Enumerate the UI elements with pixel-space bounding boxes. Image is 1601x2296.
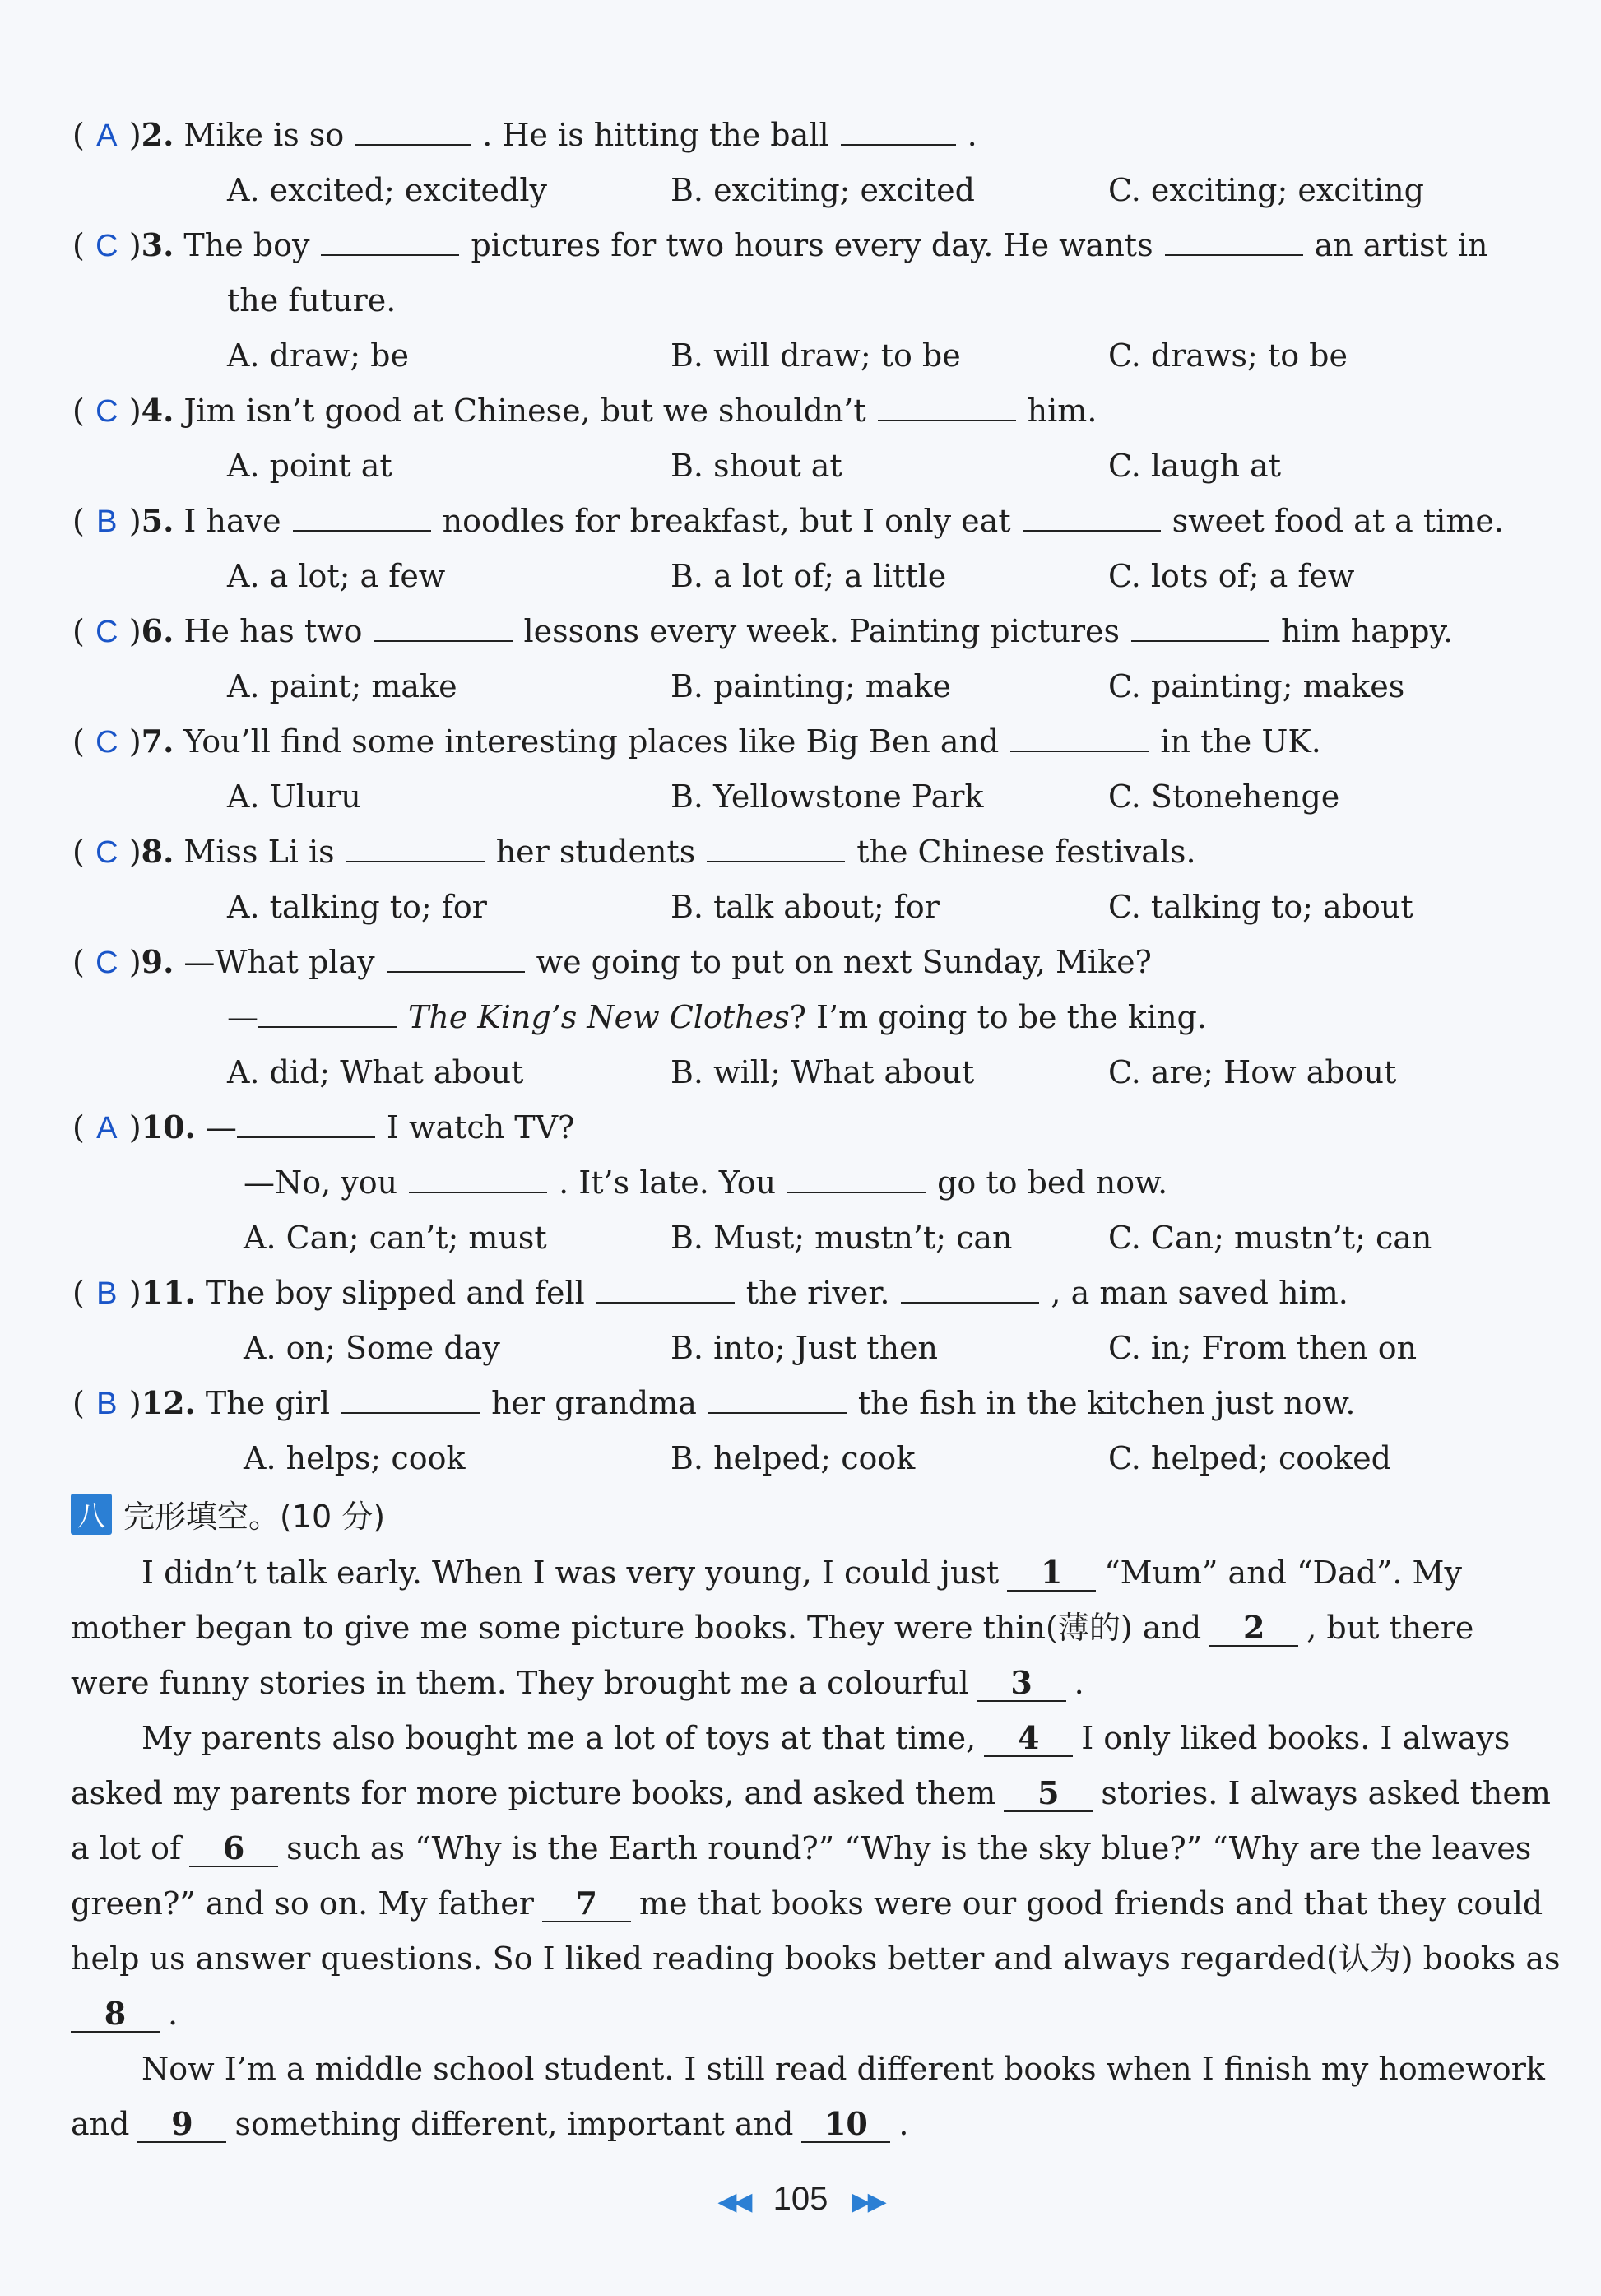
page-footer bbox=[0, 2181, 1601, 2218]
question-5: ( B )5. I have noodles for breakfast, but I only eat sweet food at a time. bbox=[72, 502, 1504, 539]
question-8: ( C )8. Miss Li is her students the Chinese festivals. bbox=[72, 833, 1196, 870]
cloze-line: I didn’t talk early. When I was very young, I could just 1 “Mum” and “Dad”. My bbox=[142, 1554, 1462, 1591]
option-c: C. exciting; exciting bbox=[1108, 172, 1424, 208]
cloze-gap: 9 bbox=[137, 2108, 226, 2143]
option-c: C. laugh at bbox=[1108, 448, 1281, 484]
cloze-line: help us answer questions. So I liked reading books better and always regarded(认为) books as bbox=[71, 1940, 1561, 1977]
answer-blank bbox=[787, 1167, 926, 1193]
option-a: A. a lot; a few bbox=[227, 558, 446, 594]
cloze-gap: 5 bbox=[1004, 1778, 1093, 1812]
cloze-line: green?” and so on. My father 7 me that books were our good friends and that they could bbox=[71, 1885, 1543, 1922]
option-a: A. paint; make bbox=[227, 668, 457, 704]
answer-blank bbox=[1023, 505, 1161, 532]
answer-blank bbox=[374, 616, 513, 642]
answer-mark: C bbox=[95, 725, 118, 760]
section-title: 完形填空。(10 分) bbox=[123, 1499, 386, 1535]
answer-blank bbox=[1131, 616, 1269, 642]
option-b: B. Must; mustn’t; can bbox=[671, 1220, 1013, 1256]
answer-blank bbox=[708, 1387, 847, 1414]
answer-blank bbox=[409, 1167, 547, 1193]
cloze-line: were funny stories in them. They brought me a colourful 3 . bbox=[71, 1664, 1084, 1701]
answer-mark: C bbox=[95, 394, 118, 429]
option-c: C. in; From then on bbox=[1108, 1330, 1418, 1366]
question-4: ( C )4. Jim isn’t good at Chinese, but we shouldn’t him. bbox=[72, 392, 1097, 429]
cloze-line: a lot of 6 such as “Why is the Earth round?” “Why is the sky blue?” “Why are the leaves bbox=[71, 1829, 1532, 1866]
question-10: ( A )10. — I watch TV? bbox=[72, 1108, 575, 1146]
answer-mark: C bbox=[95, 946, 118, 980]
page-number: 105 bbox=[773, 2181, 828, 2217]
answer-blank bbox=[293, 505, 431, 532]
option-a: A. Can; can’t; must bbox=[244, 1220, 547, 1256]
option-b: B. will; What about bbox=[671, 1054, 975, 1090]
cloze-line: Now I’m a middle school student. I still read different books when I finish my homework bbox=[142, 2051, 1545, 2087]
question-7: ( C )7. You’ll find some interesting places like Big Ben and in the UK. bbox=[72, 723, 1321, 760]
question-11: ( B )11. The boy slipped and fell the river. , a man saved him. bbox=[72, 1274, 1348, 1311]
option-c: C. are; How about bbox=[1108, 1054, 1397, 1090]
cloze-gap: 8 bbox=[71, 1998, 160, 2033]
answer-blank bbox=[707, 836, 845, 862]
answer-mark: C bbox=[95, 615, 118, 649]
option-a: A. point at bbox=[227, 448, 392, 484]
question-2: ( A )2. Mike is so . He is hitting the ball . bbox=[72, 116, 977, 153]
option-c: C. talking to; about bbox=[1108, 889, 1413, 925]
question-3: ( C )3. The boy pictures for two hours every day. He wants an artist in bbox=[72, 226, 1488, 263]
question-6: ( C )6. He has two lessons every week. Painting pictures him happy. bbox=[72, 612, 1454, 649]
answer-blank bbox=[341, 1387, 480, 1414]
cloze-line: and 9 something different, important and 10 . bbox=[71, 2105, 909, 2142]
option-c: C. lots of; a few bbox=[1108, 558, 1355, 594]
option-a: A. talking to; for bbox=[227, 889, 487, 925]
cloze-gap: 7 bbox=[542, 1888, 631, 1922]
answer-mark: B bbox=[96, 1387, 118, 1421]
question-9: ( C )9. —What play we going to put on next Sunday, Mike? bbox=[72, 943, 1152, 980]
answer-blank bbox=[258, 1002, 397, 1028]
prev-arrows-icon: ◀◀ bbox=[717, 2188, 749, 2215]
cloze-line: asked my parents for more picture books, and asked them 5 stories. I always asked them bbox=[71, 1774, 1551, 1811]
option-b: B. painting; make bbox=[671, 668, 951, 704]
question-continuation: the future. bbox=[227, 282, 397, 318]
option-b: B. talk about; for bbox=[671, 889, 940, 925]
answer-blank bbox=[346, 836, 485, 862]
answer-blank bbox=[387, 946, 525, 973]
answer-blank bbox=[1165, 230, 1303, 256]
answer-blank bbox=[321, 230, 459, 256]
option-b: B. into; Just then bbox=[671, 1330, 939, 1366]
question-continuation: —No, you . It’s late. You go to bed now. bbox=[244, 1164, 1168, 1201]
question-12: ( B )12. The girl her grandma the fish in the kitchen just now. bbox=[72, 1384, 1356, 1421]
section-badge: 八 bbox=[71, 1494, 112, 1535]
answer-blank bbox=[1010, 726, 1149, 752]
cloze-line: 8 . bbox=[71, 1998, 178, 2033]
cloze-gap: 3 bbox=[977, 1667, 1066, 1702]
option-b: B. exciting; excited bbox=[671, 172, 975, 208]
section-heading bbox=[71, 1491, 385, 1536]
option-c: C. draws; to be bbox=[1108, 337, 1348, 374]
option-c: C. painting; makes bbox=[1108, 668, 1405, 704]
answer-mark: B bbox=[96, 504, 118, 539]
question-continuation: — The King’s New Clothes? I’m going to be the king. bbox=[227, 999, 1207, 1035]
cloze-line: My parents also bought me a lot of toys at that time, 4 I only liked books. I always bbox=[142, 1719, 1511, 1756]
answer-mark: C bbox=[95, 229, 118, 263]
next-arrows-icon: ▶▶ bbox=[852, 2188, 884, 2215]
option-a: A. excited; excitedly bbox=[227, 172, 547, 208]
option-c: C. helped; cooked bbox=[1108, 1440, 1391, 1476]
option-a: A. on; Some day bbox=[244, 1330, 500, 1366]
answer-mark: A bbox=[96, 1111, 118, 1146]
option-b: B. shout at bbox=[671, 448, 842, 484]
option-c: C. Stonehenge bbox=[1108, 779, 1340, 815]
answer-blank bbox=[901, 1277, 1039, 1304]
option-b: B. a lot of; a little bbox=[671, 558, 947, 594]
cloze-gap: 10 bbox=[801, 2108, 890, 2143]
cloze-gap: 6 bbox=[189, 1833, 278, 1867]
option-b: B. will draw; to be bbox=[671, 337, 961, 374]
option-b: B. Yellowstone Park bbox=[671, 779, 984, 815]
answer-blank bbox=[355, 119, 471, 146]
answer-blank bbox=[841, 119, 956, 146]
cloze-gap: 1 bbox=[1007, 1557, 1096, 1592]
cloze-line: mother began to give me some picture books. They were thin(薄的) and 2 , but there bbox=[71, 1609, 1474, 1646]
answer-blank bbox=[878, 395, 1016, 421]
option-c: C. Can; mustn’t; can bbox=[1108, 1220, 1432, 1256]
answer-mark: B bbox=[96, 1276, 118, 1311]
answer-mark: A bbox=[96, 119, 118, 153]
option-a: A. helps; cook bbox=[244, 1440, 466, 1476]
cloze-gap: 2 bbox=[1209, 1612, 1298, 1647]
answer-mark: C bbox=[95, 835, 118, 870]
answer-blank bbox=[237, 1112, 375, 1138]
option-a: A. did; What about bbox=[227, 1054, 524, 1090]
option-a: A. draw; be bbox=[227, 337, 409, 374]
answer-blank bbox=[596, 1277, 735, 1304]
option-b: B. helped; cook bbox=[671, 1440, 916, 1476]
option-a: A. Uluru bbox=[227, 779, 361, 815]
cloze-gap: 4 bbox=[984, 1722, 1073, 1757]
